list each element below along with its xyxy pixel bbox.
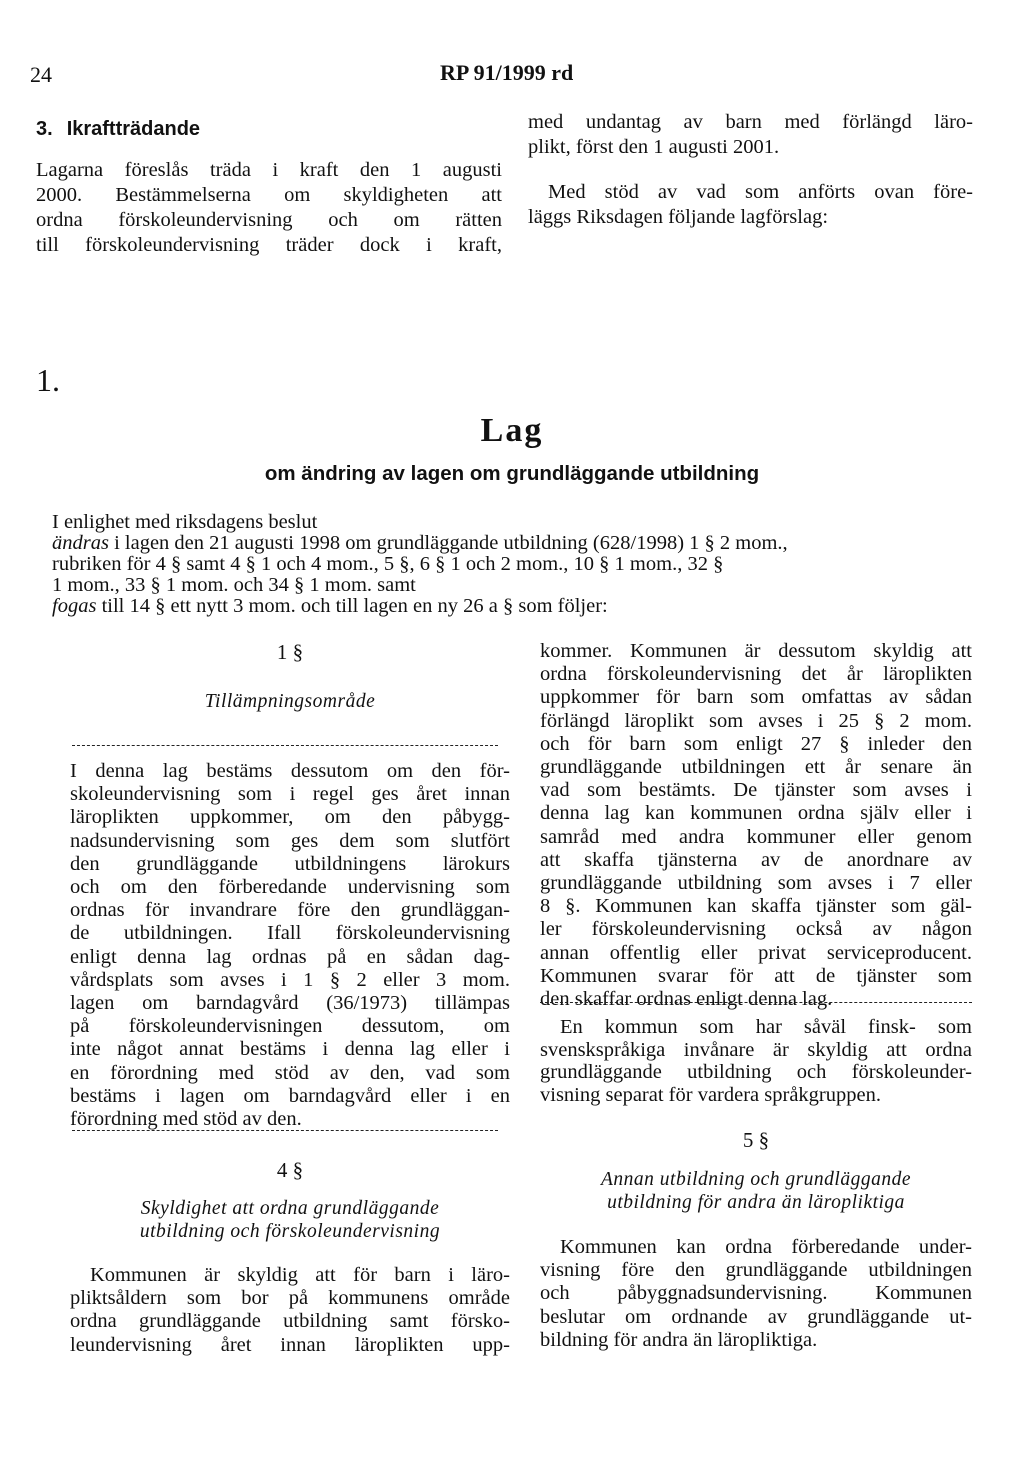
- text-line: grundläggande utbildningen ett år senare än: [540, 756, 972, 779]
- intro-keyword: fogas: [52, 595, 97, 617]
- text-line: Kommunen är skyldig att för barn i läro-: [90, 1264, 510, 1286]
- section-4-title: 4 §: [276, 1158, 304, 1182]
- section-4-heading: Skyldighet att ordna grundläggande utbildning och förskoleundervisning: [139, 1198, 441, 1242]
- text-line: denna lag kan kommunen ordna själv eller i: [540, 802, 972, 825]
- running-head: RP 91/1999 rd: [440, 60, 574, 85]
- text-line: Med stöd av vad som anförts ovan före-: [548, 181, 973, 203]
- omission-dashes: [540, 1002, 972, 1003]
- text-line: leundervisning året innan läroplikten upp-: [70, 1333, 510, 1356]
- text-line: beslutar om ordnande av grundläggande ut-: [540, 1305, 972, 1328]
- section-title: Ikraftträdande: [66, 118, 201, 140]
- text-line: ordnas för invandrare före den grundläggan-: [70, 899, 510, 922]
- text-line: uppkommer för barn som omfattas av sådan: [540, 686, 972, 709]
- intro-line: ändras i lagen den 21 augusti 1998 om grundläggande utbildning (628/1998) 1 § 2 mom.,: [52, 532, 788, 554]
- law-introduction: [52, 512, 968, 617]
- text-line: I denna lag bestäms dessutom om den för-: [70, 760, 510, 782]
- omission-dashes: [72, 1130, 498, 1131]
- text-line: vårdsplats som avses i 1 § 2 eller 3 mom.: [70, 968, 510, 991]
- text-line: bildning för andra än läropliktiga.: [540, 1328, 818, 1351]
- text-line: och för barn som enligt 27 § inleder den: [540, 732, 972, 755]
- page-number: 24: [30, 62, 52, 87]
- text-line: Lagarna föreslås träda i kraft den 1 augusti: [36, 159, 502, 181]
- text-line: läroplikten uppkommer, om den påbygg-: [70, 806, 510, 829]
- text-line: kommer. Kommunen är dessutom skyldig att: [540, 640, 972, 662]
- text-line: den grundläggande utbildningens lärokurs: [70, 852, 510, 875]
- section-5-heading: Annan utbildning och grundläggande utbildning för andra än läropliktiga: [600, 1169, 912, 1213]
- text-line: visning före den grundläggande utbildningen: [540, 1259, 972, 1282]
- text-line: och påbyggnadsundervisning. Kommunen: [540, 1282, 972, 1305]
- text-line: läggs Riksdagen följande lagförslag:: [528, 206, 829, 228]
- text-line: inte något annat bestäms i denna lag eller i: [70, 1038, 510, 1061]
- text-line: ler förskoleundervisning också av någon: [540, 918, 972, 941]
- text-line: plikt, först den 1 augusti 2001.: [528, 136, 780, 158]
- text-line: med undantag av barn med förlängd läro-: [528, 111, 973, 133]
- text-line: ordna grundläggande utbildning samt försko-: [70, 1310, 510, 1333]
- section-4-continuation: [540, 640, 972, 1011]
- text-line: En kommun som har såväl finsk- som: [560, 1016, 972, 1038]
- section-5-title: 5 §: [742, 1128, 770, 1152]
- law-subtitle: om ändring av lagen om grundläggande utbildning: [264, 462, 760, 485]
- section-number: 3.: [36, 118, 53, 140]
- section-1-body: [70, 760, 510, 1131]
- text-line: att skaffa tjänsterna av de anordnare av: [540, 848, 972, 871]
- omission-dashes: [72, 745, 498, 746]
- text-line: 8 §. Kommunen kan skaffa tjänster som gäl-: [540, 895, 972, 918]
- text-line: svenskspråkiga invånare är skyldig att ordna: [540, 1038, 972, 1061]
- text-line: ordna förskoleundervisning det år läroplikten: [540, 663, 972, 686]
- intro-line: I enlighet med riksdagens beslut: [52, 511, 318, 533]
- text-line: skoleundervisning som i regel ges året innan: [70, 783, 510, 806]
- text-line: annan offentlig eller privat serviceproducent.: [540, 941, 972, 964]
- section3-right-paragraph: [528, 110, 973, 160]
- text-line: förordning med stöd av den.: [70, 1108, 302, 1131]
- text-line: bestäms i lagen om barndagvård eller i en: [70, 1084, 510, 1107]
- text-line: pliktsåldern som bor på kommunens område: [70, 1287, 510, 1310]
- text-line: och om den förberedande undervisning som: [70, 876, 510, 899]
- intro-line: rubriken för 4 § samt 4 § 1 och 4 mom., 5 §, 6 § 1 och 2 mom., 10 § 1 mom., 32 §: [52, 553, 724, 575]
- intro-line: 1 mom., 33 § 1 mom. och 34 § 1 mom. samt: [52, 574, 416, 596]
- section-heading: [36, 118, 200, 141]
- section-1-heading: Tillämpningsområde: [204, 691, 376, 712]
- text-line: de utbildningen. Ifall förskoleundervisning: [70, 922, 510, 945]
- text-line: ordna förskoleundervisning och om rätten: [36, 209, 502, 231]
- text-line: enligt denna lag ordnas på en sådan dag-: [70, 945, 510, 968]
- text-line: 2000. Bestämmelserna om skyldigheten att: [36, 184, 502, 206]
- text-line: nadsundervisning som ges dem som slutfört: [70, 829, 510, 852]
- text-line: vad som bestämts. De tjänster som avses i: [540, 779, 972, 802]
- section-4-paragraph-2: [540, 1016, 972, 1106]
- text-line: en förordning med stöd av den, vad som: [70, 1061, 510, 1084]
- text-line: förlängd läroplikt som avses i 25 § 2 mom.: [540, 709, 972, 732]
- text-line: grundläggande utbildning och förskoleunder-: [540, 1061, 972, 1083]
- text-line: samråd med andra kommuner eller genom: [540, 825, 972, 848]
- section3-right-paragraph-2: [528, 180, 973, 230]
- intro-keyword: ändras: [52, 532, 109, 554]
- section-4-body: [70, 1264, 510, 1357]
- section-5-body: [540, 1236, 972, 1352]
- text-line: grundläggande utbildning som avses i 7 eller: [540, 872, 972, 895]
- text-line: till förskoleundervisning träder dock i kraft,: [36, 234, 502, 256]
- intro-line: fogas till 14 § ett nytt 3 mom. och till lagen en ny 26 a § som följer:: [52, 595, 608, 617]
- text-line: Kommunen svarar för att de tjänster som: [540, 964, 972, 987]
- law-number: 1.: [36, 362, 60, 398]
- section3-left-paragraph: [36, 158, 502, 258]
- text-line: lagen om barndagvård (36/1973) tillämpas: [70, 992, 510, 1015]
- text-line: på förskoleundervisningen dessutom, om: [70, 1015, 510, 1038]
- text-line: visning separat för vardera språkgruppen.: [540, 1083, 881, 1106]
- law-title: Lag: [480, 412, 544, 449]
- text-line: den skaffar ordnas enligt denna lag.: [540, 988, 833, 1011]
- text-line: Kommunen kan ordna förberedande under-: [560, 1236, 972, 1258]
- section-1-title: 1 §: [276, 640, 304, 664]
